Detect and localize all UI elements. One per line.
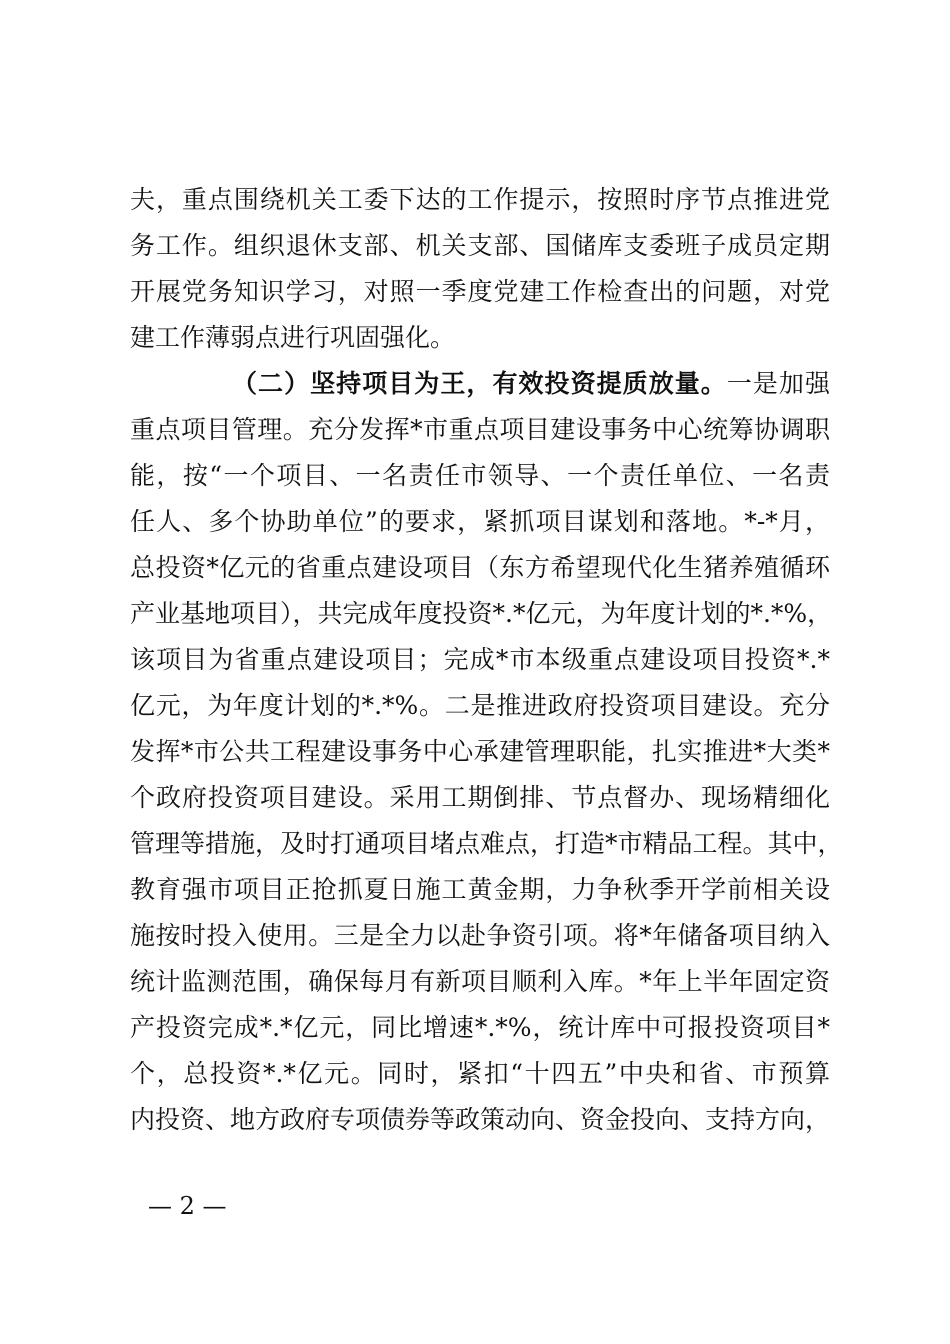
text-line: 该项目为省重点建设项目；完成*市本级重点建设项目投资*.*	[130, 645, 830, 674]
text-line: 施按时投入使用。三是全力以赴争资引项。将*年储备项目纳入	[130, 921, 830, 950]
text-line: 个，总投资*.*亿元。同时，紧扣“十四五”中央和省、市预算	[130, 1059, 830, 1088]
text-line: 开展党务知识学习，对照一季度党建工作检查出的问题，对党	[130, 277, 830, 306]
text-line: 管理等措施，及时打通项目堵点难点，打造*市精品工程。其中，	[130, 829, 843, 858]
text-line: 个政府投资项目建设。采用工期倒排、节点督办、现场精细化	[130, 783, 830, 812]
text-line: 教育强市项目正抢抓夏日施工黄金期，力争秋季开学前相关设	[130, 875, 830, 904]
text-line: 产投资完成*.*亿元，同比增速*.*%，统计库中可报投资项目*	[130, 1013, 830, 1042]
text-run: 一是加强	[726, 369, 830, 398]
text-line: 务工作。组织退休支部、机关支部、国储库支委班子成员定期	[130, 231, 830, 260]
text-line: 内投资、地方政府专项债券等政策动向、资金投向、支持方向，	[130, 1105, 831, 1134]
text-line: 能，按“一个项目、一名责任市领导、一个责任单位、一名责	[130, 461, 830, 490]
text-line: 总投资*亿元的省重点建设项目（东方希望现代化生猪养殖循环	[130, 553, 830, 582]
text-line: 夫，重点围绕机关工委下达的工作提示，按照时序节点推进党	[130, 185, 830, 214]
page-number: — 2 —	[148, 1192, 227, 1220]
text-line: 重点项目管理。充分发挥*市重点项目建设事务中心统筹协调职	[130, 415, 830, 444]
text-line: 统计监测范围，确保每月有新项目顺利入库。*年上半年固定资	[130, 967, 830, 996]
section-heading-line	[232, 361, 830, 407]
text-line: 产业基地项目），共完成年度投资*.*亿元，为年度计划的*.*%，	[130, 599, 833, 628]
text-line: 发挥*市公共工程建设事务中心承建管理职能，扎实推进*大类*	[130, 737, 830, 766]
text-line: 建工作薄弱点进行巩固强化。	[130, 323, 456, 352]
text-line: 亿元，为年度计划的*.*%。二是推进政府投资项目建设。充分	[130, 691, 830, 720]
text-line: 任人、多个协助单位”的要求，紧抓项目谋划和落地。*-*月，	[130, 507, 830, 536]
section-heading: （二）坚持项目为王，有效投资提质放量。	[232, 369, 727, 398]
